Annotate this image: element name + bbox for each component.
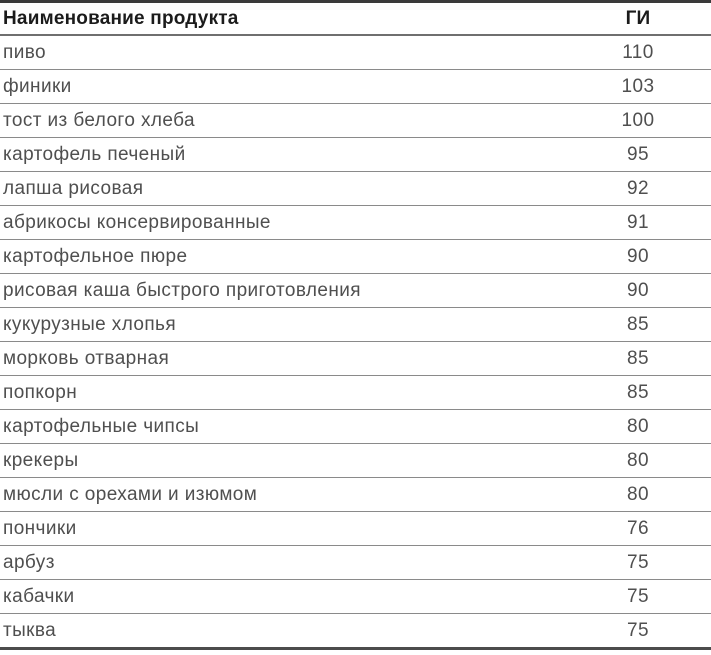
gi-value-cell: 75 [565,614,711,649]
table-row [0,410,711,444]
gi-value-cell: 80 [565,410,711,444]
gi-value-cell: 91 [565,206,711,240]
gi-value-cell: 90 [565,240,711,274]
gi-value-cell: 75 [565,546,711,580]
gi-value-cell: 90 [565,274,711,308]
table-row [0,35,711,70]
table-row [0,206,711,240]
table-row [0,172,711,206]
table-row [0,240,711,274]
product-name-cell: рисовая каша быстрого приготовления [0,274,565,308]
table-row [0,478,711,512]
product-name-cell: кукурузные хлопья [0,308,565,342]
product-name-cell: попкорн [0,376,565,410]
table-row [0,444,711,478]
header-gi: ГИ [625,7,651,29]
product-name-cell: тыква [0,614,565,649]
product-name-cell: пончики [0,512,565,546]
table-row [0,274,711,308]
table-row [0,308,711,342]
gi-value-cell: 85 [565,376,711,410]
header-row [0,2,711,36]
table-row [0,546,711,580]
gi-value-cell: 103 [565,70,711,104]
product-name-cell: тост из белого хлеба [0,104,565,138]
header-product-name: Наименование продукта [3,7,239,29]
product-name-cell: абрикосы консервированные [0,206,565,240]
table-row [0,580,711,614]
product-name-cell: картофель печеный [0,138,565,172]
gi-value-cell: 110 [565,35,711,70]
product-name-cell: картофельное пюре [0,240,565,274]
product-name-cell: морковь отварная [0,342,565,376]
table-row [0,376,711,410]
gi-value-cell: 76 [565,512,711,546]
gi-value-cell: 92 [565,172,711,206]
table-row [0,614,711,649]
gi-value-cell: 85 [565,342,711,376]
product-name-cell: картофельные чипсы [0,410,565,444]
product-name-cell: кабачки [0,580,565,614]
product-name-cell: мюсли с орехами и изюмом [0,478,565,512]
table-row [0,138,711,172]
table-row [0,70,711,104]
product-name-cell: пиво [0,35,565,70]
gi-value-cell: 100 [565,104,711,138]
table-row [0,342,711,376]
table-body [0,35,711,649]
table-header [0,2,711,36]
table-row [0,104,711,138]
product-name-cell: крекеры [0,444,565,478]
gi-value-cell: 80 [565,444,711,478]
gi-value-cell: 95 [565,138,711,172]
gi-value-cell: 80 [565,478,711,512]
product-name-cell: арбуз [0,546,565,580]
gi-value-cell: 75 [565,580,711,614]
product-name-cell: финики [0,70,565,104]
gi-value-cell: 85 [565,308,711,342]
table-row [0,512,711,546]
product-name-cell: лапша рисовая [0,172,565,206]
